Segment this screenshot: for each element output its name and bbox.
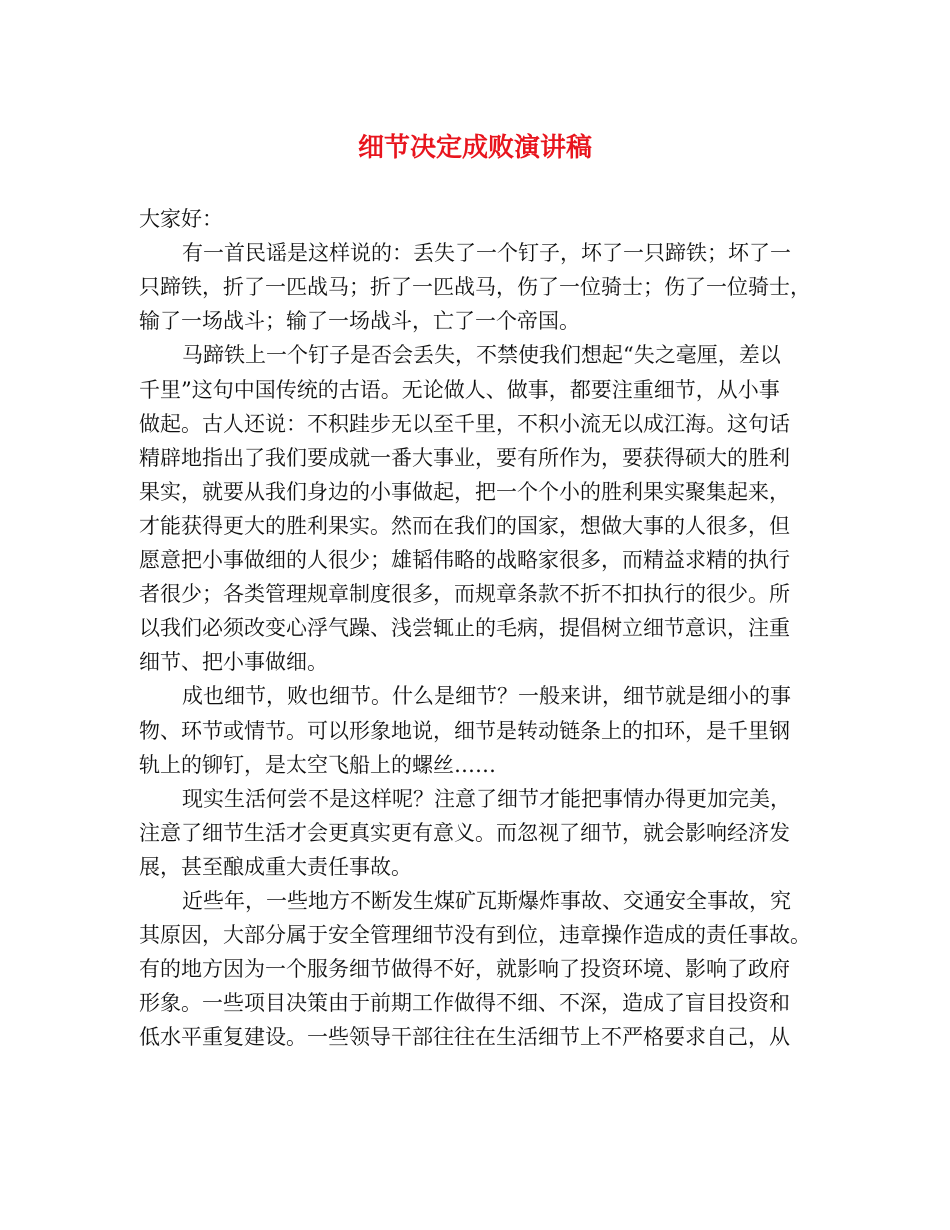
text-line: 果实，就要从我们身边的小事做起，把一个个小的胜利果实聚集起来， [139,479,790,504]
text-line: 者很少；各类管理规章制度很多，而规章条款不折不扣执行的很少。所 [139,582,790,607]
text-line: 有的地方因为一个服务细节做得不好，就影响了投资环境、影响了政府 [139,957,790,982]
text-line: 精辟地指出了我们要成就一番大事业，要有所作为，要获得硕大的胜利 [139,445,790,470]
text-line: 物、环节或情节。可以形象地说，细节是转动链条上的扣环，是千里钢 [139,718,790,743]
text-line: 低水平重复建设。一些领导干部往往在生活细节上不严格要求自己，从 [139,1025,790,1050]
text-line: 细节、把小事做细。 [139,650,328,675]
text-line: 轨上的铆钉，是太空飞船上的螺丝…… [139,752,496,777]
text-line: 以我们必须改变心浮气躁、浅尝辄止的毛病，提倡树立细节意识，注重 [139,616,790,641]
text-line: 大家好： [139,207,223,231]
paragraph-first-line: 近些年，一些地方不断发生煤矿瓦斯爆炸事故、交通安全事故，究 [182,889,791,913]
text-line: 愿意把小事做细的人很少；雄韬伟略的战略家很多，而精益求精的执行 [139,548,790,572]
paragraph-first-line: 成也细节，败也细节。什么是细节？一般来讲，细节就是细小的事 [182,684,791,709]
document-title: 细节决定成败演讲稿 [357,133,592,163]
paragraph-first-line: 有一首民谣是这样说的：丢失了一个钉子，坏了一只蹄铁；坏了一 [182,241,791,266]
text-line: 只蹄铁，折了一匹战马；折了一匹战马，伤了一位骑士；伤了一位骑士， [139,275,811,300]
text-line: 注意了细节生活才会更真实更有意义。而忽视了细节，就会影响经济发 [139,820,790,845]
text-line: 形象。一些项目决策由于前期工作做得不细、不深，造成了盲目投资和 [139,991,790,1016]
text-line: 输了一场战斗；输了一场战斗，亡了一个帝国。 [139,309,580,334]
text-line: 其原因，大部分属于安全管理细节没有到位，违章操作造成的责任事故。 [139,923,811,948]
text-line: 做起。古人还说：不积跬步无以至千里，不积小流无以成江海。这句话 [139,411,790,436]
paragraph-first-line: 马蹄铁上一个钉子是否会丢失，不禁使我们想起“失之毫厘，差以 [182,343,781,368]
text-line: 才能获得更大的胜利果实。然而在我们的国家，想做大事的人很多，但 [139,513,790,538]
paragraph-first-line: 现实生活何尝不是这样呢？注意了细节才能把事情办得更加完美， [182,786,791,811]
text-line: 千里”这句中国传统的古语。无论做人、做事，都要注重细节，从小事 [139,377,780,402]
text-line: 展，甚至酿成重大责任事故。 [139,854,412,879]
